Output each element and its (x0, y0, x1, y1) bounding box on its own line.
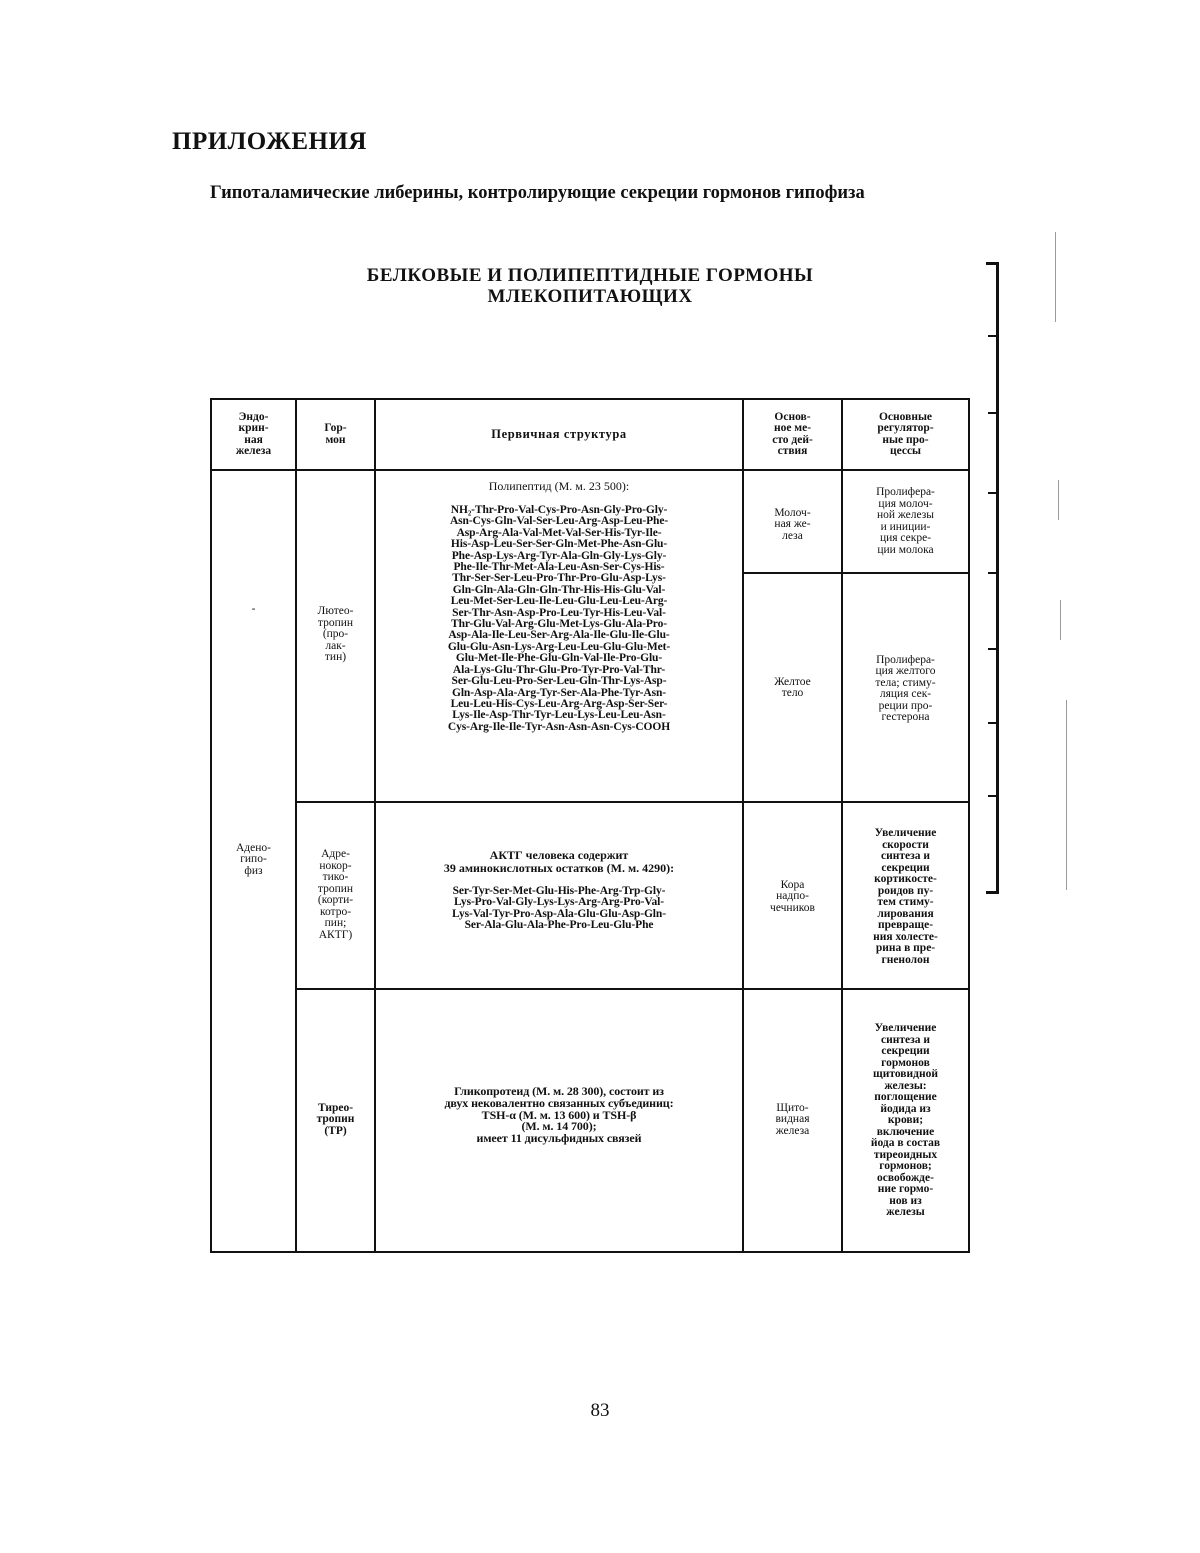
sequence-line: Thr-Ser-Ser-Leu-Pro-Thr-Pro-Glu-Asp-Lys- (452, 572, 666, 585)
acth-sequence (376, 886, 742, 932)
acth-caption: АКТГ человека содержит 39 аминокислотных остатков (М. м. 4290): (443, 848, 675, 875)
table-title (310, 265, 870, 307)
table-border-right (968, 398, 970, 1253)
hormone-prolactin: Лютео- тропин (про- лак- тин) (317, 605, 354, 664)
sequence-line: Gln-Asp-Ala-Arg-Tyr-Ser-Ala-Phe-Tyr-Asn- (451, 686, 667, 699)
page-number: 83 (590, 1400, 610, 1421)
sequence-line: Ala-Lys-Glu-Thr-Glu-Pro-Tyr-Pro-Val-Thr- (452, 663, 666, 676)
structure-line: двух нековалентно связанных субъединиц: (444, 1095, 674, 1110)
page-subtitle: Гипоталамические либерины, контролирующие секреции гормонов гипофиза (210, 183, 865, 203)
structure-line: (М. м. 14 700); (521, 1119, 597, 1134)
sequence-line: Phe-Ile-Thr-Met-Ala-Leu-Asn-Ser-Cys-His- (453, 561, 665, 574)
table-border-bottom (210, 1251, 970, 1253)
table-border-left (210, 398, 212, 1253)
sequence-line: Ser-Tyr-Ser-Met-Glu-His-Phe-Arg-Trp-Gly- (452, 885, 666, 897)
processes-mammary-gland: Пролифера- ция молоч- ной железы и иниции- ция секре- ции молока (876, 486, 935, 556)
sequence-line: Cys-Arg-Ile-Ile-Tyr-Asn-Asn-Asn-Cys-COOH (447, 720, 671, 733)
header-processes: Основные регулятор- ные про- цессы (877, 410, 934, 457)
structure-caption: Полипептид (М. м. 23 500): (488, 479, 630, 494)
sequence-line: Ser-Thr-Asn-Asp-Pro-Leu-Tyr-His-Leu-Val- (452, 606, 666, 619)
hormone-acth: Адре- нокор- тико- тропин (корти- котро- пин; АКТГ) (317, 848, 354, 941)
sequence-line: Phe-Asp-Lys-Arg-Tyr-Ala-Gln-Gly-Lys-Gly- (451, 549, 667, 562)
processes-corpus-luteum: Пролифера- ция желтого тела; стиму- ляция сек- реции про- гестерона (875, 653, 936, 723)
structure-line: имеет 11 дисульфидных связей (476, 1131, 642, 1146)
sequence-line: NH₂-Thr-Pro-Val-Cys-Pro-Asn-Gly-Pro-Gly- (450, 504, 668, 516)
row-divider (742, 572, 970, 574)
gland-dash: - (251, 603, 256, 616)
gland-adenohypophysis: Адено- гипо- физ (236, 841, 271, 877)
sequence-line: Asp-Arg-Ala-Val-Met-Val-Ser-His-Tyr-Ile- (456, 526, 662, 539)
sequence-line: Ser-Ala-Glu-Ala-Phe-Pro-Leu-Glu-Phe (464, 919, 654, 932)
sequence-line: Glu-Glu-Asn-Lys-Arg-Leu-Leu-Glu-Glu-Met- (447, 640, 671, 653)
sequence-line: Leu-Leu-His-Cys-Leu-Arg-Arg-Asp-Ser-Ser- (450, 697, 668, 710)
row-divider (295, 988, 970, 990)
header-hormone: Гор- мон (324, 422, 347, 446)
prolactin-sequence (376, 505, 742, 733)
sequence-line: Asp-Ala-Ile-Leu-Ser-Arg-Ala-Ile-Glu-Ile-Glu- (448, 629, 670, 642)
sequence-line: Lys-Ile-Asp-Thr-Tyr-Leu-Lys-Leu-Leu-Asn- (452, 709, 666, 722)
sequence-line: Ser-Glu-Leu-Pro-Ser-Leu-Gln-Thr-Lys-Asp- (451, 675, 667, 688)
page-heading: ПРИЛОЖЕНИЯ (172, 128, 367, 155)
header-structure: Первичная структура (491, 426, 627, 441)
sequence-line: Lys-Val-Tyr-Pro-Asp-Ala-Glu-Glu-Asp-Gln- (452, 907, 666, 920)
site-corpus-luteum: Желтое тело (774, 675, 811, 699)
structure-line: ТSН-α (М. м. 13 600) и ТSН-β (481, 1107, 637, 1122)
hormone-thyrotropin: Тирео- тропин (ТР) (316, 1101, 355, 1137)
sequence-line: Glu-Met-Ile-Phe-Glu-Gln-Val-Ile-Pro-Glu- (455, 652, 663, 665)
table-title-line: МЛЕКОПИТАЮЩИХ (487, 286, 693, 307)
site-thyroid-gland: Щито- видная железа (775, 1101, 810, 1137)
sequence-line: Lys-Pro-Val-Gly-Lys-Lys-Arg-Arg-Pro-Val- (453, 896, 665, 909)
table-title-line: БЕЛКОВЫЕ И ПОЛИПЕПТИДНЫЕ ГОРМОНЫ (366, 265, 814, 286)
sequence-line: Leu-Met-Ser-Leu-Ile-Leu-Glu-Leu-Leu-Arg- (450, 595, 668, 608)
sequence-line: Thr-Glu-Val-Arg-Glu-Met-Lys-Glu-Ala-Pro- (451, 618, 667, 631)
site-adrenal-cortex: Кора надпо- чечников (770, 878, 815, 914)
processes-adrenal-cortex: Увеличение скорости синтеза и секреции кортикосте- роидов пу- тем стиму- лирования превраще- ния холесте- рина в пре- гненолон (873, 827, 938, 966)
thyrotropin-structure (376, 1086, 742, 1145)
sequence-line: Asn-Cys-Gln-Val-Ser-Leu-Arg-Asp-Leu-Phe- (449, 515, 669, 528)
structure-line: Гликопротеид (М. м. 28 300), состоит из (454, 1084, 664, 1098)
processes-thyroid-gland: Увеличение синтеза и секреции гормонов щитовидной железы: поглощение йодида из крови; включение йода в состав тиреоидных гормонов; освобожде- ние гормо- нов из железы (870, 1022, 941, 1219)
sequence-line: His-Asp-Leu-Ser-Ser-Gln-Met-Phe-Asn-Glu- (450, 538, 668, 551)
header-gland: Эндо- крин- ная железа (235, 410, 272, 457)
sequence-line: Gln-Gln-Ala-Gln-Gln-Thr-His-His-Glu-Val- (452, 583, 666, 596)
site-mammary-gland: Молоч- ная же- леза (774, 506, 811, 542)
row-divider (295, 801, 970, 803)
header-site: Основ- ное ме- сто дей- ствия (772, 410, 813, 457)
